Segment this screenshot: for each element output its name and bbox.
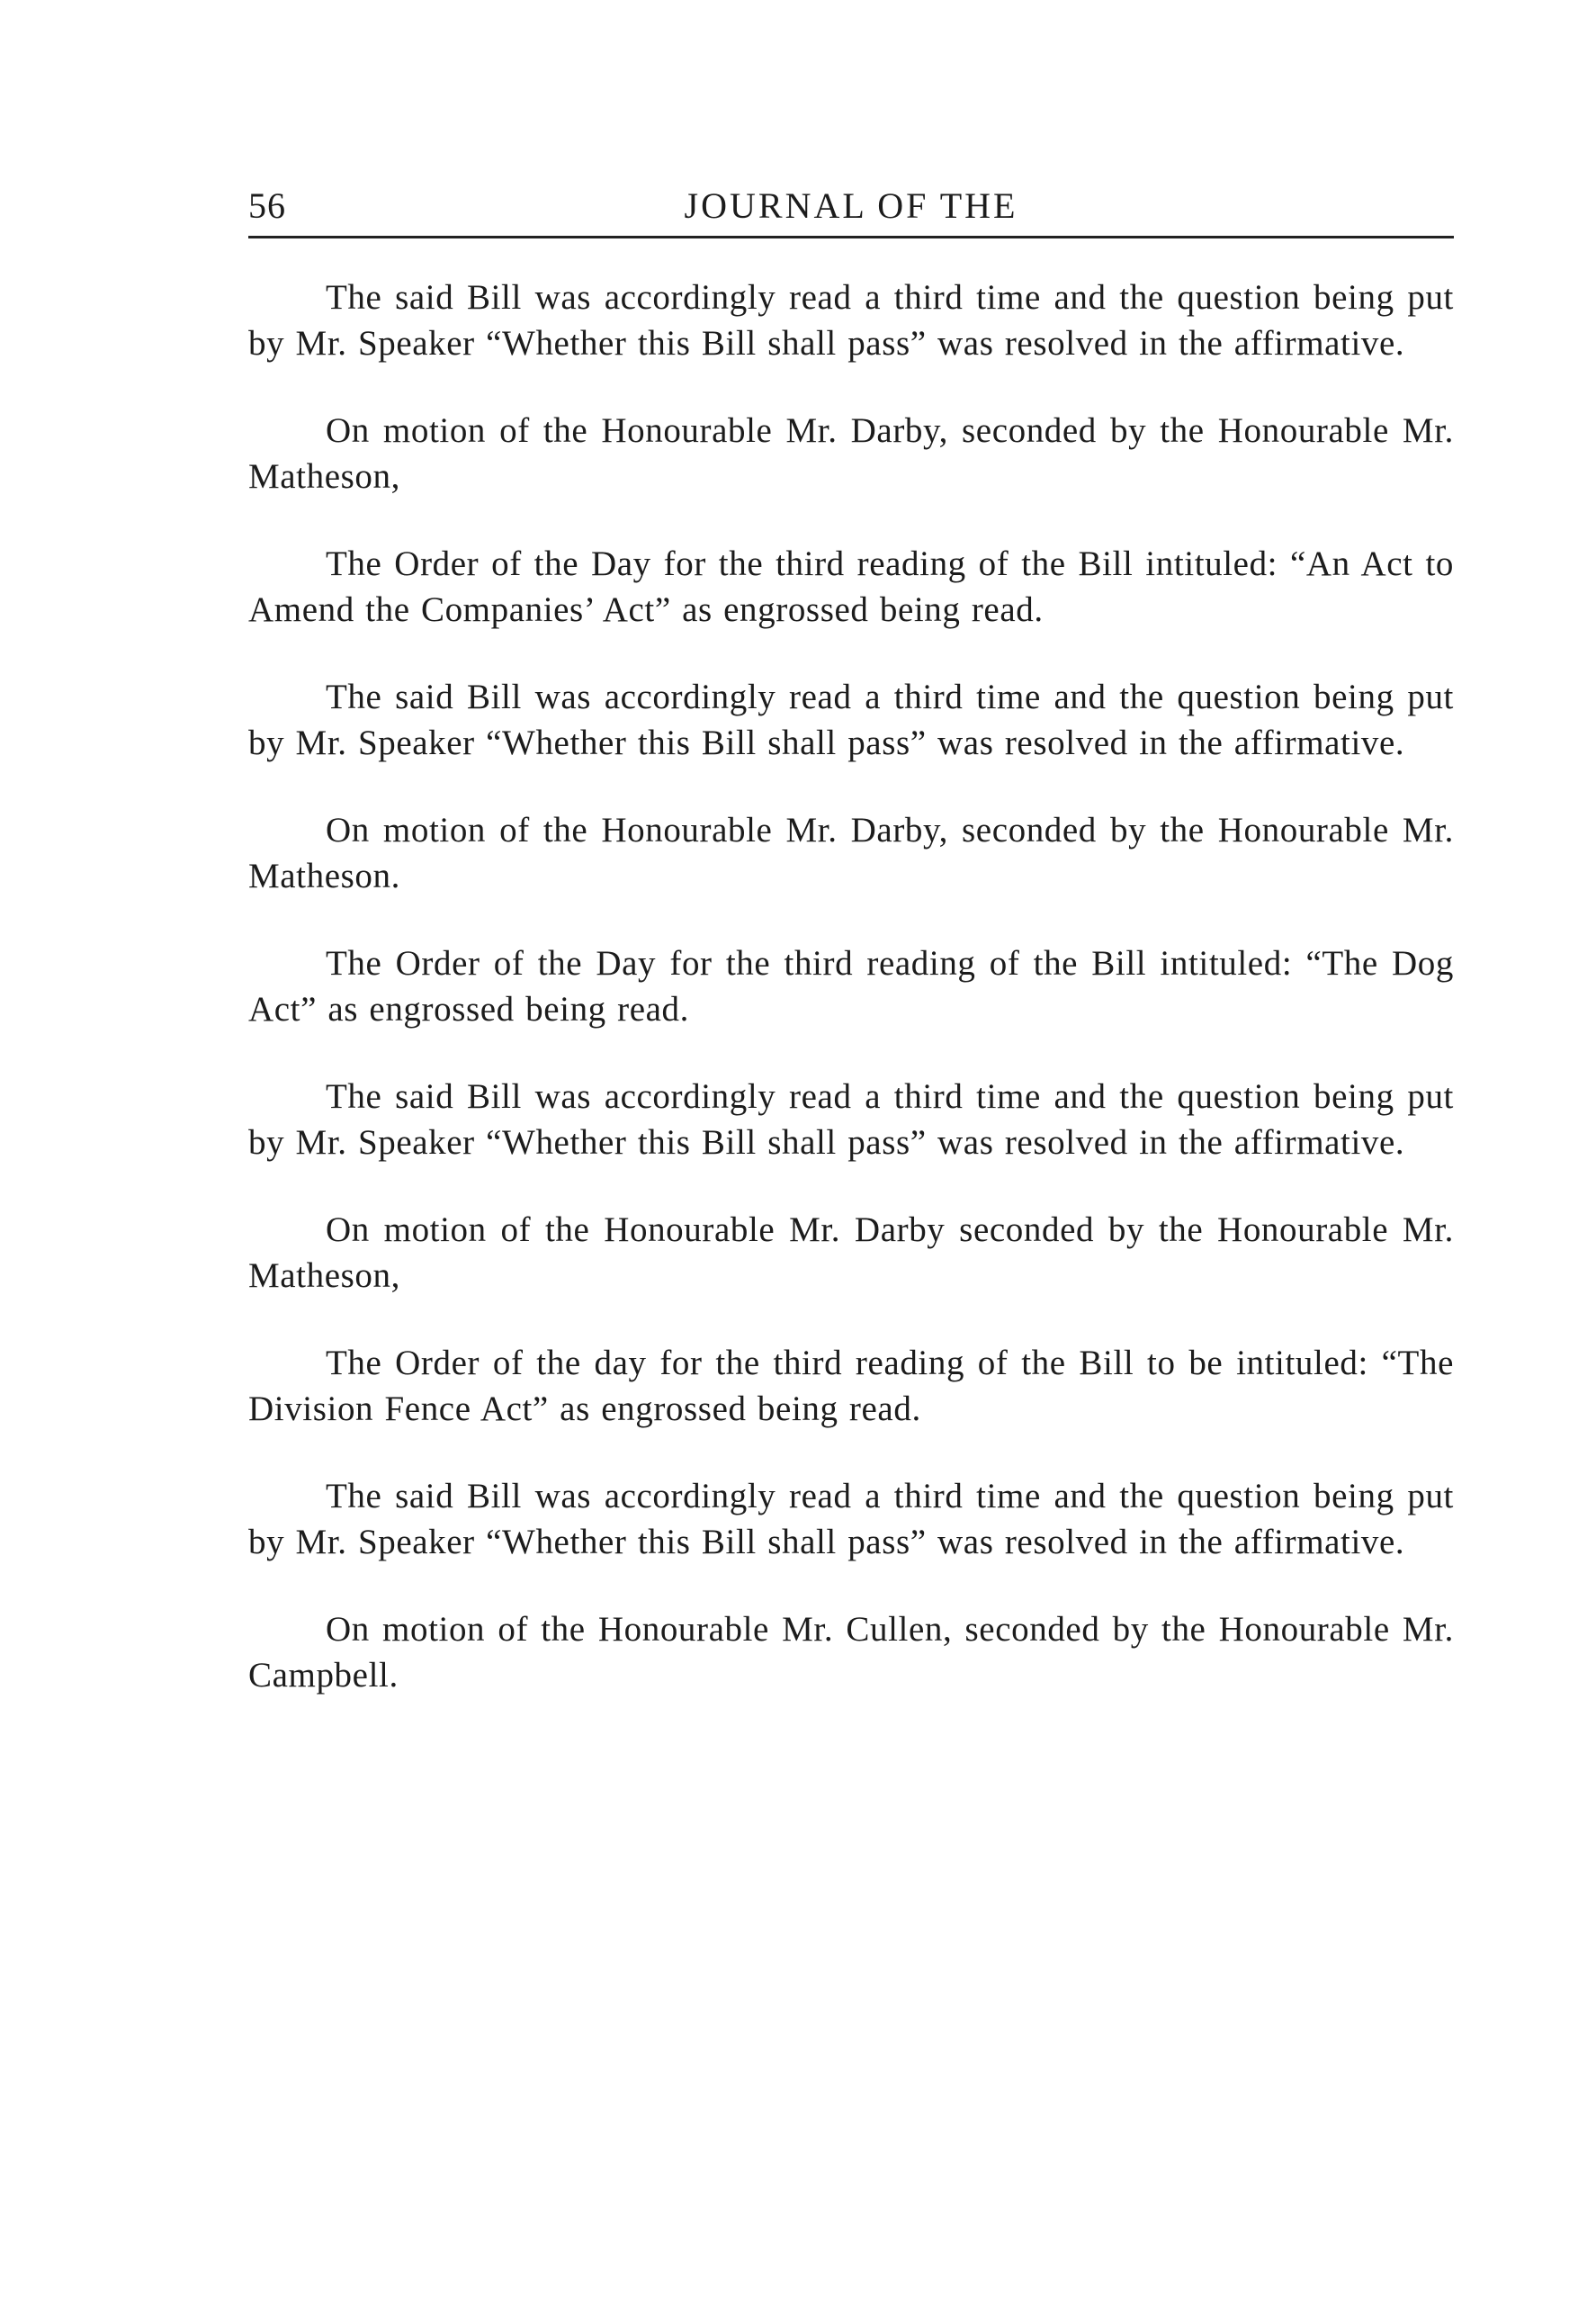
paragraph-motion: On motion of the Honourable Mr. Darby, seconded by the Honourable Mr. Matheson, [248, 411, 1454, 496]
page-number: 56 [248, 185, 286, 226]
paragraph-order-of-day: The Order of the Day for the third reading of the Bill intituled: “An Act to Amend the Companies’ Act” as engrossed being read. [248, 544, 1454, 629]
paragraph-bill-passed: The said Bill was accordingly read a third time and the question being put by Mr. Speaker “Whether this Bill shall pass” was resolved in the affirmative. [248, 1077, 1454, 1162]
paragraph-order-of-day: The Order of the Day for the third reading of the Bill intituled: “The Dog Act” as engrossed being read. [248, 944, 1454, 1029]
paragraph-bill-passed: The said Bill was accordingly read a third time and the question being put by Mr. Speaker “Whether this Bill shall pass” was resolved in the affirmative. [248, 278, 1454, 363]
page-header [248, 184, 1454, 235]
paragraph-motion: On motion of the Honourable Mr. Darby seconded by the Honourable Mr. Matheson, [248, 1210, 1454, 1295]
paragraph-bill-passed: The said Bill was accordingly read a third time and the question being put by Mr. Speaker “Whether this Bill shall pass” was resolved in the affirmative. [248, 1477, 1454, 1561]
header-rule [248, 236, 1454, 238]
paragraph-bill-passed: The said Bill was accordingly read a third time and the question being put by Mr. Speaker “Whether this Bill shall pass” was resolved in the affirmative. [248, 678, 1454, 762]
paragraph-motion: On motion of the Honourable Mr. Darby, seconded by the Honourable Mr. Matheson. [248, 811, 1454, 895]
paragraph-order-of-day: The Order of the day for the third reading of the Bill to be intituled: “The Division Fence Act” as engrossed being read. [248, 1344, 1454, 1428]
running-head: JOURNAL OF THE [684, 185, 1018, 226]
paragraph-motion: On motion of the Honourable Mr. Cullen, seconded by the Honourable Mr. Campbell. [248, 1610, 1454, 1695]
journal-body [248, 274, 1454, 1740]
